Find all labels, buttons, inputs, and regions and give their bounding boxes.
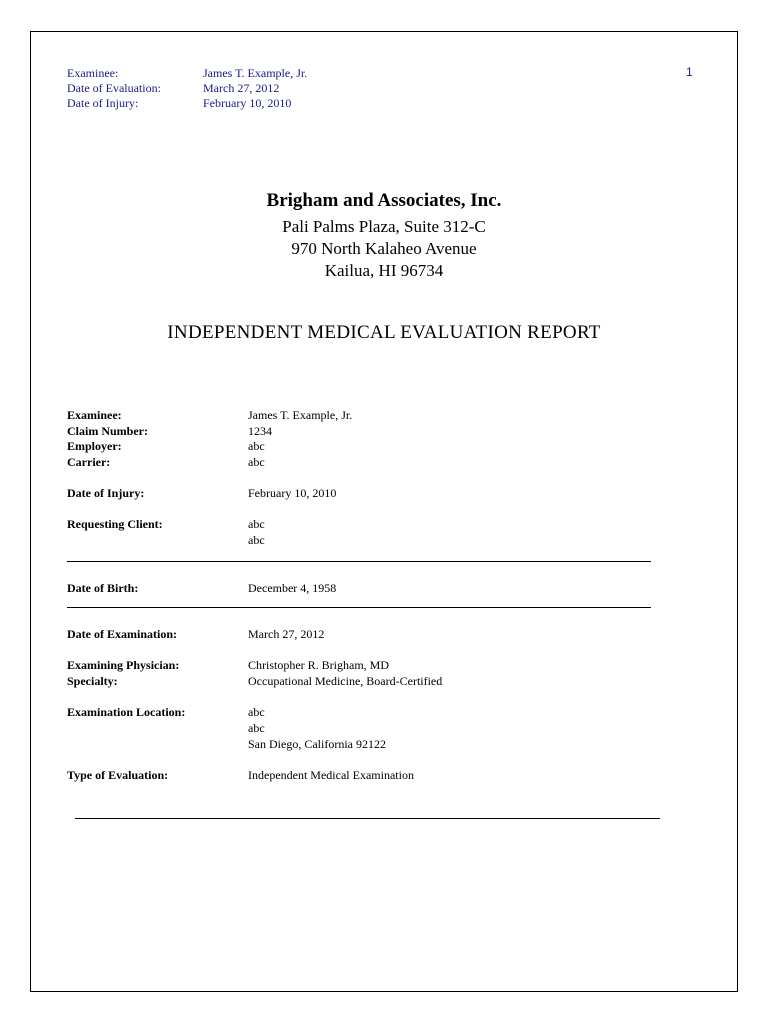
- date-of-examination-label: Date of Examination:: [67, 627, 177, 641]
- header-injury-date-label: Date of Injury:: [67, 96, 139, 110]
- header-examinee-value: James T. Example, Jr.: [203, 66, 308, 80]
- examination-location-label: Examination Location:: [67, 705, 186, 719]
- examinee-label: Examinee:: [67, 408, 122, 422]
- company-name: Brigham and Associates, Inc.: [266, 190, 502, 211]
- date-of-birth-value: December 4, 1958: [248, 581, 337, 595]
- header-injury-date-value: February 10, 2010: [203, 96, 292, 110]
- page-number: 1: [686, 65, 693, 79]
- claim-number-label: Claim Number:: [67, 424, 148, 438]
- employer-label: Employer:: [67, 439, 122, 453]
- examining-physician-value: Christopher R. Brigham, MD: [248, 658, 389, 672]
- examination-location-line-1: abc: [248, 705, 265, 719]
- examination-location-line-3: San Diego, California 92122: [248, 737, 386, 751]
- specialty-value: Occupational Medicine, Board-Certified: [248, 674, 443, 688]
- carrier-value: abc: [248, 455, 265, 469]
- date-of-injury-label: Date of Injury:: [67, 486, 145, 500]
- examinee-value: James T. Example, Jr.: [248, 408, 353, 422]
- examination-location-line-2: abc: [248, 721, 265, 735]
- requesting-client-line-1: abc: [248, 517, 265, 531]
- date-of-injury-value: February 10, 2010: [248, 486, 337, 500]
- divider-1: [67, 561, 651, 562]
- header-evaluation-date-label: Date of Evaluation:: [67, 81, 161, 95]
- employer-value: abc: [248, 439, 265, 453]
- divider-3: [75, 818, 660, 819]
- carrier-label: Carrier:: [67, 455, 111, 469]
- requesting-client-line-2: abc: [248, 533, 265, 547]
- header-examinee-label: Examinee:: [67, 66, 119, 80]
- report-title: INDEPENDENT MEDICAL EVALUATION REPORT: [167, 322, 601, 343]
- divider-2: [67, 607, 651, 608]
- claim-number-value: 1234: [248, 424, 272, 438]
- company-address-line-2: 970 North Kalaheo Avenue: [291, 239, 477, 258]
- specialty-label: Specialty:: [67, 674, 118, 688]
- requesting-client-label: Requesting Client:: [67, 517, 163, 531]
- company-address-line-1: Pali Palms Plaza, Suite 312-C: [282, 217, 486, 236]
- header-evaluation-date-value: March 27, 2012: [203, 81, 280, 95]
- date-of-birth-label: Date of Birth:: [67, 581, 139, 595]
- examining-physician-label: Examining Physician:: [67, 658, 180, 672]
- company-address-line-3: Kailua, HI 96734: [324, 261, 444, 280]
- page-border: [30, 31, 738, 992]
- type-of-evaluation-value: Independent Medical Examination: [248, 768, 414, 782]
- date-of-examination-value: March 27, 2012: [248, 627, 325, 641]
- type-of-evaluation-label: Type of Evaluation:: [67, 768, 169, 782]
